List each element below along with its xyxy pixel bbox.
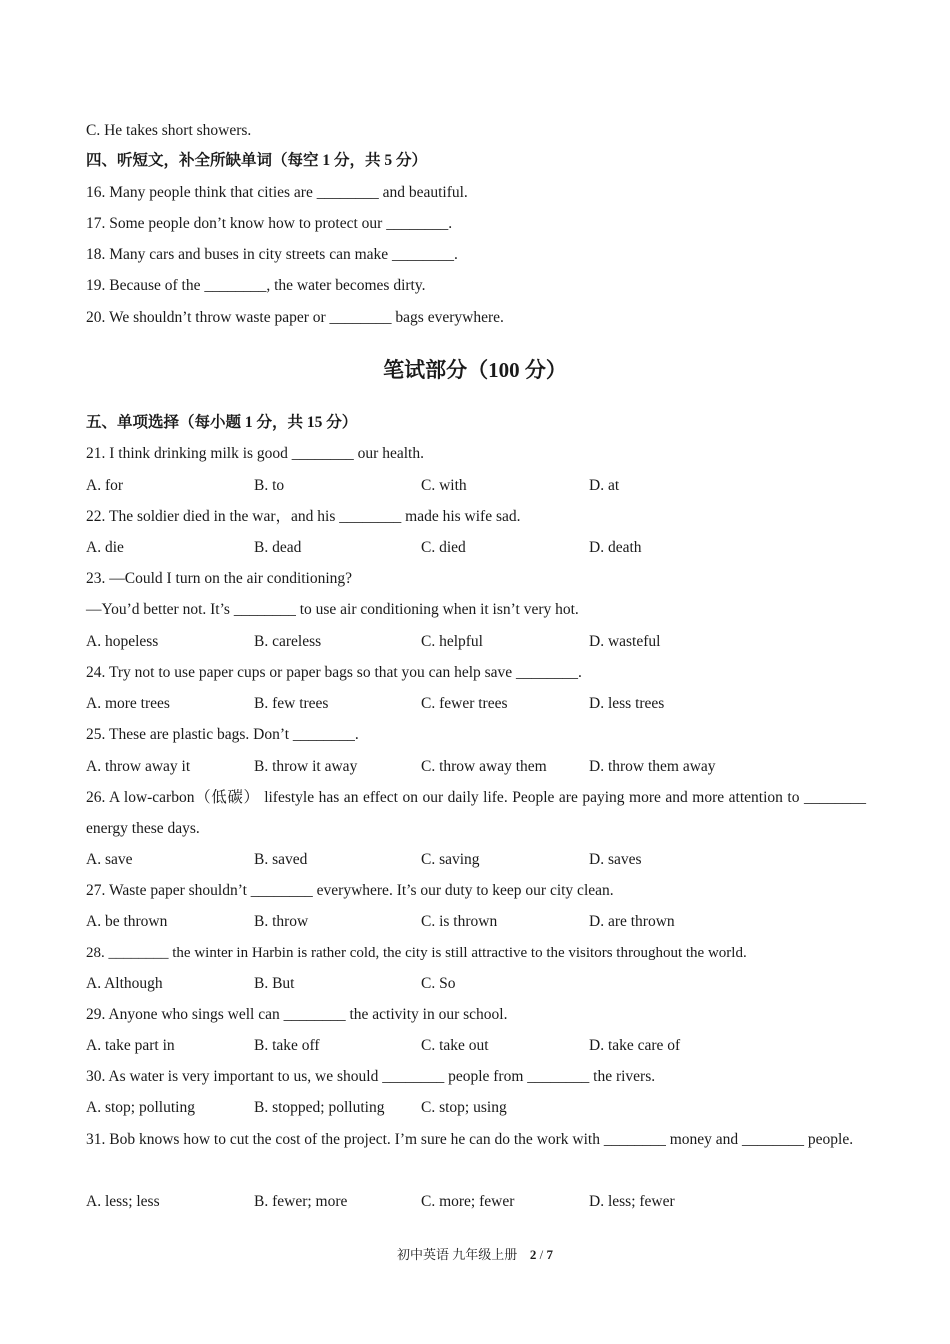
q23-stem-question: 23. —Could I turn on the air conditioning? xyxy=(86,570,353,587)
q18: 18. Many cars and buses in city streets can make ________. xyxy=(86,246,458,263)
option-c: C. take out xyxy=(421,1037,489,1054)
option-a: A. for xyxy=(86,477,124,494)
option-b: B. saved xyxy=(254,851,308,868)
page-footer xyxy=(0,1246,950,1264)
option-c: C. died xyxy=(421,539,466,556)
option-b: B. stopped; polluting xyxy=(254,1099,385,1116)
option-b: B. fewer; more xyxy=(254,1193,348,1210)
written-part-title: 笔试部分（100 分） xyxy=(383,358,567,382)
option-d: D. death xyxy=(589,539,642,556)
q27-stem: 27. Waste paper shouldn’t ________ everywhere. It’s our duty to keep our city clean. xyxy=(86,882,614,899)
option-a: A. throw away it xyxy=(86,758,191,775)
option-c: C. throw away them xyxy=(421,758,547,775)
option-c: C. is thrown xyxy=(421,913,498,930)
page-separator: / xyxy=(536,1247,547,1262)
option-a: A. die xyxy=(86,539,124,556)
option-d: D. wasteful xyxy=(589,633,661,650)
option-c: C. stop; using xyxy=(421,1099,507,1116)
option-a: A. less; less xyxy=(86,1193,160,1210)
q23-stem-answer: —You’d better not. It’s ________ to use air conditioning when it isn’t very hot. xyxy=(86,601,579,618)
option-b: B. take off xyxy=(254,1037,320,1054)
option-c: C. more; fewer xyxy=(421,1193,515,1210)
q24-stem: 24. Try not to use paper cups or paper bags so that you can help save ________. xyxy=(86,664,582,681)
option-b: B. throw it away xyxy=(254,758,358,775)
q19: 19. Because of the ________, the water becomes dirty. xyxy=(86,277,426,294)
q21-stem: 21. I think drinking milk is good ________ our health. xyxy=(86,445,424,462)
option-b: B. But xyxy=(254,975,295,992)
option-b: B. to xyxy=(254,477,285,494)
option-b: B. throw xyxy=(254,913,309,930)
option-d: D. take care of xyxy=(589,1037,681,1054)
q22-stem: 22. The soldier died in the war，and his ________ made his wife sad. xyxy=(86,508,521,525)
q15-option-c: C. He takes short showers. xyxy=(86,122,252,139)
option-c: C. fewer trees xyxy=(421,695,508,712)
q29-stem: 29. Anyone who sings well can ________ the activity in our school. xyxy=(86,1006,508,1023)
option-d: D. less trees xyxy=(589,695,665,712)
option-d: D. at xyxy=(589,477,620,494)
option-b: B. few trees xyxy=(254,695,329,712)
option-a: A. take part in xyxy=(86,1037,175,1054)
q17: 17. Some people don’t know how to protect our ________. xyxy=(86,215,453,232)
option-c: C. helpful xyxy=(421,633,483,650)
page-total: 7 xyxy=(546,1247,553,1262)
option-d: D. throw them away xyxy=(589,758,716,775)
option-d: D. less; fewer xyxy=(589,1193,675,1210)
option-d: D. saves xyxy=(589,851,642,868)
option-c: C. saving xyxy=(421,851,480,868)
q31-stem: 31. Bob knows how to cut the cost of the project. I’m sure he can do the work with ________ money and ________ people. xyxy=(86,1131,854,1148)
q30-stem: 30. As water is very important to us, we should ________ people from ________ the rivers. xyxy=(86,1068,656,1085)
option-a: A. Although xyxy=(86,975,163,992)
option-a: A. save xyxy=(86,851,133,868)
option-a: A. stop; polluting xyxy=(86,1099,195,1116)
q26-stem: 26. A low-carbon（低碳） lifestyle has an effect on our daily life. People are paying more and more attention to ________ energy these days. xyxy=(86,789,866,837)
option-b: B. dead xyxy=(254,539,302,556)
q16: 16. Many people think that cities are ________ and beautiful. xyxy=(86,184,468,201)
option-d: D. are thrown xyxy=(589,913,675,930)
page-number: 2 xyxy=(529,1247,537,1262)
footer-label: 初中英语 九年级上册 xyxy=(397,1247,518,1262)
q25-stem: 25. These are plastic bags. Don’t ________. xyxy=(86,726,359,743)
option-a: A. more trees xyxy=(86,695,170,712)
option-c: C. So xyxy=(421,975,456,992)
option-b: B. careless xyxy=(254,633,322,650)
option-a: A. hopeless xyxy=(86,633,159,650)
section5-heading: 五、单项选择（每小题 1 分，共 15 分） xyxy=(86,414,358,431)
section4-heading: 四、听短文，补全所缺单词（每空 1 分，共 5 分） xyxy=(86,152,428,169)
q28-stem: 28. ________ the winter in Harbin is rather cold, the city is still attractive to the visitors throughout the world. xyxy=(86,945,747,961)
option-a: A. be thrown xyxy=(86,913,168,930)
option-c: C. with xyxy=(421,477,467,494)
q20: 20. We shouldn’t throw waste paper or ________ bags everywhere. xyxy=(86,309,504,326)
